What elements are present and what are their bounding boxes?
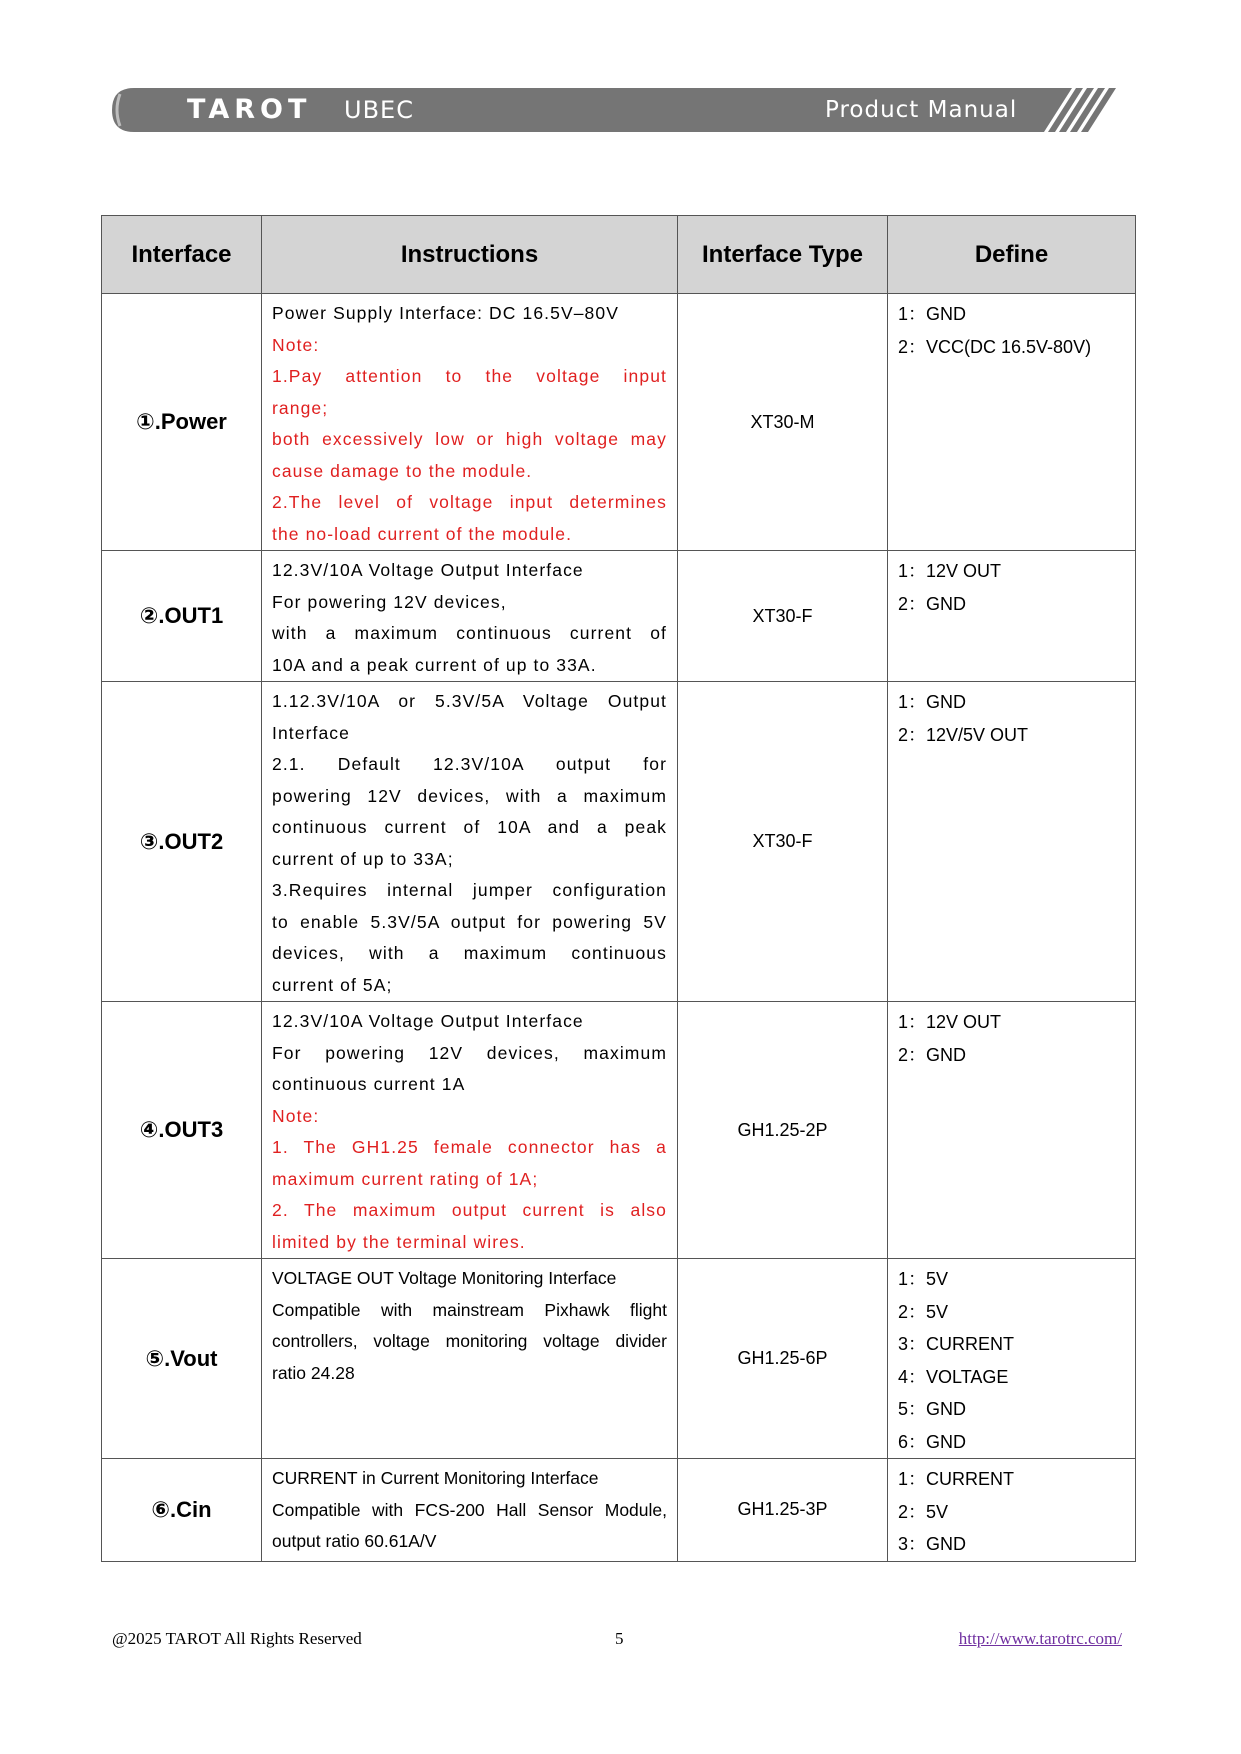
interface-name: ⑤.Vout: [102, 1259, 262, 1459]
interface-name: ⑥.Cin: [102, 1459, 262, 1562]
column-header-define: Define: [888, 216, 1136, 294]
instruction-line: Compatible with FCS-200 Hall Sensor Module,: [272, 1499, 667, 1520]
instruction-line: with a maximum continuous current of: [272, 623, 667, 643]
product-name: UBEC: [344, 96, 414, 124]
interface-name: ②.OUT1: [102, 551, 262, 682]
note-line: 2. The maximum output current is also: [272, 1200, 667, 1220]
pin-definition-cell: [888, 1002, 1136, 1259]
pin-definition: 2：GND: [898, 1044, 967, 1065]
instruction-line: current of 5A;: [272, 974, 393, 995]
pin-definition: 1：12V OUT: [898, 561, 1002, 581]
column-header-interface-type: Interface Type: [678, 216, 888, 294]
interface-type: GH1.25-2P: [678, 1002, 888, 1259]
note-line: both excessively low or high voltage may: [272, 429, 667, 449]
table-row: [102, 294, 1136, 551]
instruction-line: continuous current 1A: [272, 1074, 466, 1094]
instruction-line: to enable 5.3V/5A output for powering 5V: [272, 911, 667, 932]
instruction-line: 1.12.3V/10A or 5.3V/5A Voltage Output: [272, 691, 667, 711]
interface-type: XT30-F: [678, 682, 888, 1002]
pin-definition-cell: [888, 682, 1136, 1002]
pin-definition: 1：12V OUT: [898, 1012, 1002, 1032]
note-line: the no-load current of the module.: [272, 523, 573, 544]
table-row: [102, 1259, 1136, 1459]
instruction-line: Power Supply Interface: DC 16.5V–80V: [272, 303, 619, 323]
instruction-line: 12.3V/10A Voltage Output Interface: [272, 560, 584, 580]
note-line: 1. The GH1.25 female connector has a: [272, 1137, 667, 1157]
pin-definition: 1：CURRENT: [898, 1469, 1015, 1489]
pin-definition: 5：GND: [898, 1399, 967, 1419]
pin-definition: 6：GND: [898, 1431, 967, 1452]
interface-type: XT30-F: [678, 551, 888, 682]
table-header-row: [102, 216, 1136, 294]
page-number: 5: [615, 1629, 624, 1648]
note-line: 1.Pay attention to the voltage input: [272, 366, 667, 386]
instruction-line: devices, with a maximum continuous: [272, 943, 667, 963]
note-line: maximum current rating of 1A;: [272, 1168, 539, 1189]
interface-type: XT30-M: [678, 294, 888, 551]
pin-definition: 2：12V/5V OUT: [898, 724, 1029, 745]
instructions-cell: [262, 551, 678, 682]
instructions-cell: [262, 1259, 678, 1459]
instruction-line: 3.Requires internal jumper configuration: [272, 880, 667, 900]
instruction-line: VOLTAGE OUT Voltage Monitoring Interface: [272, 1268, 617, 1288]
instructions-cell: [262, 1002, 678, 1259]
pin-definition: 1：GND: [898, 304, 967, 324]
note-line: Note:: [272, 334, 320, 355]
interface-type: GH1.25-3P: [678, 1459, 888, 1562]
instruction-line: For powering 12V devices,: [272, 591, 507, 612]
note-line: Note:: [272, 1105, 320, 1126]
footer-copyright: @2025 TAROT All Rights Reserved: [112, 1629, 362, 1648]
interface-name: ①.Power: [102, 294, 262, 551]
brand-logo: TAROT: [187, 94, 312, 125]
pin-definition: 3：GND: [898, 1534, 967, 1554]
interface-name: ③.OUT2: [102, 682, 262, 1002]
instruction-line: 2.1. Default 12.3V/10A output for: [272, 754, 667, 774]
instruction-line: Interface: [272, 722, 350, 743]
interface-type: GH1.25-6P: [678, 1259, 888, 1459]
interface-name: ④.OUT3: [102, 1002, 262, 1259]
pin-definition: 1：5V: [898, 1269, 949, 1289]
pin-definition: 4：VOLTAGE: [898, 1366, 1009, 1387]
table-row: [102, 682, 1136, 1002]
pin-definition: 1：GND: [898, 692, 967, 712]
instruction-line: CURRENT in Current Monitoring Interface: [272, 1468, 599, 1488]
note-line: cause damage to the module.: [272, 460, 533, 481]
instruction-line: current of up to 33A;: [272, 848, 454, 869]
instructions-cell: [262, 294, 678, 551]
pin-definition: 2：5V: [898, 1301, 949, 1322]
column-header-interface: Interface: [102, 216, 262, 294]
instructions-cell: [262, 682, 678, 1002]
pin-definition: 2：VCC(DC 16.5V-80V): [898, 336, 1092, 357]
column-header-instructions: Instructions: [262, 216, 678, 294]
pin-definition: 3：CURRENT: [898, 1334, 1015, 1354]
instruction-line: continuous current of 10A and a peak: [272, 817, 667, 837]
section-title: Product Manual: [825, 97, 1018, 123]
instructions-cell: [262, 1459, 678, 1562]
interface-table: [101, 215, 1136, 1562]
instruction-line: output ratio 60.61A/V: [272, 1531, 437, 1551]
instruction-line: controllers, voltage monitoring voltage divider: [272, 1331, 667, 1351]
table-body: [102, 294, 1136, 1562]
instruction-line: Compatible with mainstream Pixhawk flight: [272, 1299, 667, 1320]
note-line: range;: [272, 397, 329, 418]
header-banner: [112, 88, 1132, 132]
pin-definition: 2：GND: [898, 593, 967, 614]
instruction-line: powering 12V devices, with a maximum: [272, 785, 667, 806]
instruction-line: 10A and a peak current of up to 33A.: [272, 654, 597, 675]
table-row: [102, 551, 1136, 682]
pin-definition-cell: [888, 551, 1136, 682]
footer-link[interactable]: http://www.tarotrc.com/: [958, 1629, 1122, 1648]
pin-definition-cell: [888, 294, 1136, 551]
pin-definition-cell: [888, 1259, 1136, 1459]
instruction-line: For powering 12V devices, maximum: [272, 1042, 667, 1063]
instruction-line: ratio 24.28: [272, 1362, 355, 1383]
pin-definition-cell: [888, 1459, 1136, 1562]
table-row: [102, 1002, 1136, 1259]
note-line: limited by the terminal wires.: [272, 1231, 526, 1252]
instruction-line: 12.3V/10A Voltage Output Interface: [272, 1011, 584, 1031]
note-line: 2.The level of voltage input determines: [272, 492, 667, 512]
pin-definition: 2：5V: [898, 1501, 949, 1522]
table-row: [102, 1459, 1136, 1562]
